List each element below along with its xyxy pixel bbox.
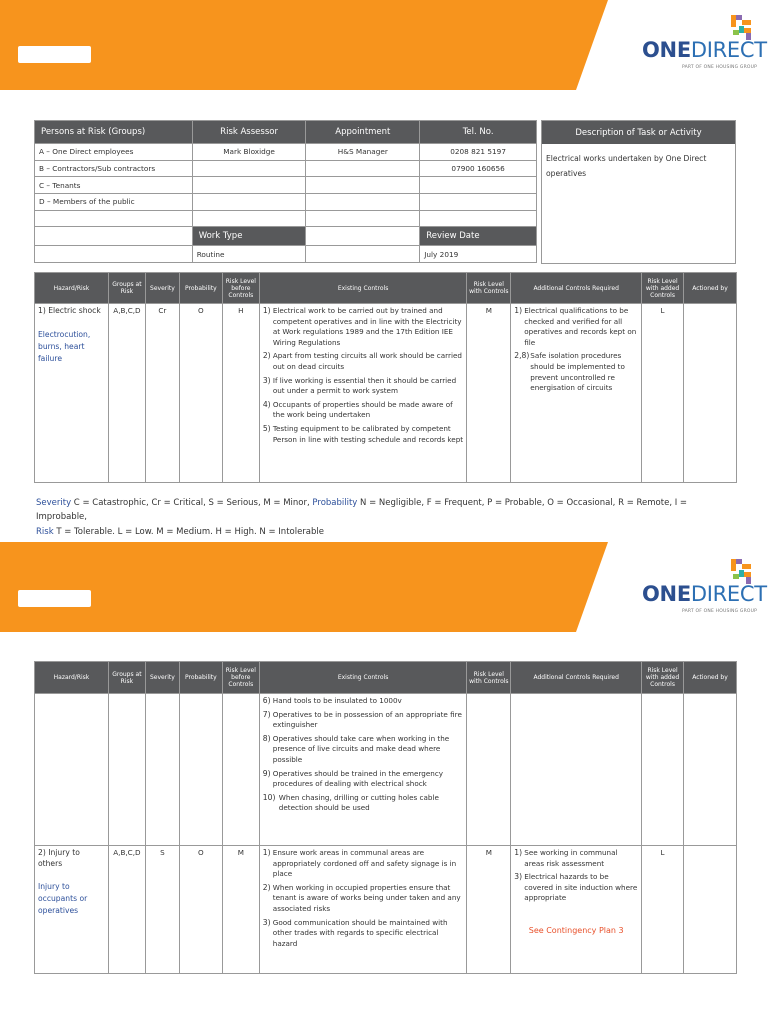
- control-num: 7): [262, 709, 271, 719]
- hazard-2-severity: S: [145, 846, 179, 974]
- control-text: Testing equipment to be calibrated by competent Person in line with testing schedule and records kept: [272, 423, 464, 444]
- group-b: B – Contractors/Sub contractors: [35, 160, 193, 177]
- hazard-1-num: 1): [38, 306, 46, 315]
- hazard-1-with: M: [467, 304, 511, 483]
- legend-probability-text: N = Negligible, F = Frequent, P = Probable, O = Occasional, R = Remote, I = Improbable,: [36, 498, 688, 522]
- additional-num: 3): [514, 872, 523, 882]
- additional-num: 2,8): [514, 351, 530, 361]
- hazard-2-before: M: [222, 846, 259, 974]
- additional-text: See working in communal areas risk assessment: [524, 848, 618, 868]
- logo-mark-icon: [730, 558, 752, 584]
- hazard-1-probability: O: [179, 304, 222, 483]
- logo-word-direct: DIRECT: [690, 582, 767, 606]
- control-text: Occupants of properties should be made aware of the work being undertaken: [272, 399, 453, 420]
- risk-table-1: [34, 272, 737, 483]
- control-text: Hand tools to be insulated to 1000v: [272, 696, 402, 705]
- control-num: 6): [262, 696, 271, 705]
- logo-word-one: ONE: [642, 582, 691, 606]
- hazard-2-num: 2): [38, 848, 46, 857]
- col-added: Risk Level with added Controls: [642, 662, 684, 694]
- control-num: 1): [262, 306, 271, 315]
- control-num: 4): [262, 399, 271, 409]
- tel-header: Tel. No.: [420, 121, 537, 144]
- logo-tagline: PART OF ONE HOUSING GROUP: [682, 609, 758, 614]
- risk-table-2: [34, 661, 737, 974]
- additional-num: 1): [514, 306, 523, 315]
- header-band-1: [0, 0, 768, 90]
- additional-text: Electrical qualifications to be checked and verified for all operatives and records kept on file: [524, 306, 637, 347]
- control-text: Ensure work areas in communal areas are appropriately cordoned off and safety signage is in place: [272, 848, 457, 879]
- hazard-1-title: Electric shock: [48, 306, 101, 315]
- col-hazard: Hazard/Risk: [35, 273, 109, 304]
- hazard-1-added: L: [642, 304, 684, 483]
- tel-1: 0208 821 5197: [420, 144, 537, 161]
- control-num: 3): [262, 375, 271, 385]
- col-actioned: Actioned by: [684, 273, 737, 304]
- review-date-value: July 2019: [420, 246, 537, 263]
- group-a: A – One Direct employees: [35, 144, 193, 161]
- control-text: When chasing, drilling or cutting holes cable detection should be used: [278, 792, 439, 813]
- additional-text: Safe isolation procedures should be implemented to prevent uncontrolled re energisation of circuits: [530, 351, 625, 393]
- task-description-box: [541, 120, 736, 264]
- logo-word-one: ONE: [642, 38, 691, 62]
- hazard-1-groups: A,B,C,D: [108, 304, 145, 483]
- table-row: [35, 210, 537, 227]
- control-num: 8): [262, 733, 271, 743]
- hazard-2-added: L: [642, 846, 684, 974]
- col-additional: Additional Controls Required: [511, 662, 642, 694]
- col-groups: Groups at Risk: [108, 273, 145, 304]
- control-num: 10): [262, 792, 276, 802]
- risk-legend: [36, 525, 736, 539]
- additional-text: Electrical hazards to be covered in site induction where appropriate: [524, 872, 638, 903]
- col-severity: Severity: [145, 273, 179, 304]
- hazard-2-with: M: [467, 846, 511, 974]
- label-placeholder: [18, 590, 91, 607]
- group-d: D – Members of the public: [35, 194, 193, 211]
- control-num: 1): [262, 848, 271, 857]
- review-date-header: Review Date: [420, 227, 537, 246]
- legend-risk-label: Risk: [36, 527, 54, 537]
- control-text: Electrical work to be carried out by trained and competent operatives and in line with the Electricity at Work regulations 1989 and the 17th Edition IEE Wiring Regulations: [272, 306, 462, 347]
- hazard-1-severity: Cr: [145, 304, 179, 483]
- header-band-2: [0, 542, 768, 632]
- table-row: [35, 194, 537, 211]
- severity-probability-legend: [36, 496, 736, 524]
- table-row: [35, 694, 737, 846]
- logo-mark-icon: [730, 14, 752, 40]
- additional-num: 1): [514, 848, 523, 857]
- col-existing: Existing Controls: [259, 662, 467, 694]
- col-existing: Existing Controls: [259, 273, 467, 304]
- logo-tagline: PART OF ONE HOUSING GROUP: [682, 65, 758, 70]
- description-value: Electrical works undertaken by One Direct operatives: [546, 154, 707, 178]
- contingency-plan-link: See Contingency Plan 3: [528, 925, 624, 935]
- control-text: Operatives should be trained in the emergency procedures of dealing with electrical shock: [272, 768, 444, 789]
- table-row: [35, 246, 537, 263]
- control-text: When working in occupied properties ensure that tenant is aware of works being under taken and any associated risks: [272, 882, 461, 913]
- hazard-1-before: H: [222, 304, 259, 483]
- work-type-header: Work Type: [192, 227, 306, 246]
- tel-2: 07900 160656: [420, 160, 537, 177]
- description-header: Description of Task or Activity: [542, 121, 735, 144]
- table-row: [35, 144, 537, 161]
- col-groups: Groups at Risk: [108, 662, 145, 694]
- col-probability: Probability: [179, 273, 222, 304]
- legend-severity-label: Severity: [36, 498, 72, 508]
- work-type-value: Routine: [192, 246, 306, 263]
- col-with: Risk Level with Controls: [467, 273, 511, 304]
- col-added: Risk Level with added Controls: [642, 273, 684, 304]
- col-hazard: Hazard/Risk: [35, 662, 109, 694]
- col-with: Risk Level with Controls: [467, 662, 511, 694]
- control-num: 5): [262, 423, 271, 433]
- control-text: Operatives should take care when working in the presence of live circuits and make dead where possible: [272, 733, 450, 764]
- control-text: Apart from testing circuits all work should be carried out on dead circuits: [272, 351, 462, 371]
- assessor-header: Risk Assessor: [192, 121, 306, 144]
- table-row: [35, 846, 737, 974]
- table-row: [35, 304, 737, 483]
- col-probability: Probability: [179, 662, 222, 694]
- logo-word-direct: DIRECT: [690, 38, 767, 62]
- legend-probability-label: Probability: [312, 498, 358, 508]
- col-additional: Additional Controls Required: [511, 273, 642, 304]
- col-before: Risk Level before Controls: [222, 273, 259, 304]
- group-c: C – Tenants: [35, 177, 193, 194]
- legend-severity-text: C = Catastrophic, Cr = Critical, S = Serious, M = Minor,: [71, 498, 313, 508]
- persons-at-risk-table: [34, 120, 537, 263]
- col-severity: Severity: [145, 662, 179, 694]
- hazard-2-groups: A,B,C,D: [108, 846, 145, 974]
- appointment-value: H&S Manager: [306, 144, 420, 161]
- col-actioned: Actioned by: [684, 662, 737, 694]
- hazard-2-subtitle: Injury to occupants or operatives: [38, 882, 88, 916]
- table-row: [35, 160, 537, 177]
- control-text: Good communication should be maintained with other trades with regards to specific electrical hazard: [272, 917, 448, 948]
- hazard-2-title: Injury to others: [38, 848, 80, 868]
- appointment-header: Appointment: [306, 121, 420, 144]
- hazard-1-subtitle: Electrocution, burns, heart failure: [38, 329, 91, 363]
- control-num: 9): [262, 768, 271, 778]
- persons-header: Persons at Risk (Groups): [35, 121, 193, 144]
- assessor-value: Mark Bloxidge: [192, 144, 306, 161]
- control-text: If live working is essential then it should be carried out under a permit to work system: [272, 375, 457, 396]
- col-before: Risk Level before Controls: [222, 662, 259, 694]
- control-num: 2): [262, 882, 271, 892]
- hazard-2-probability: O: [179, 846, 222, 974]
- control-num: 2): [262, 351, 271, 361]
- control-text: Operatives to be in possession of an appropriate fire extinguisher: [272, 709, 462, 730]
- table-row: [35, 177, 537, 194]
- control-num: 3): [262, 917, 271, 927]
- label-placeholder: [18, 46, 91, 63]
- legend-risk-text: T = Tolerable. L = Low. M = Medium. H = High. N = Intolerable: [53, 527, 325, 537]
